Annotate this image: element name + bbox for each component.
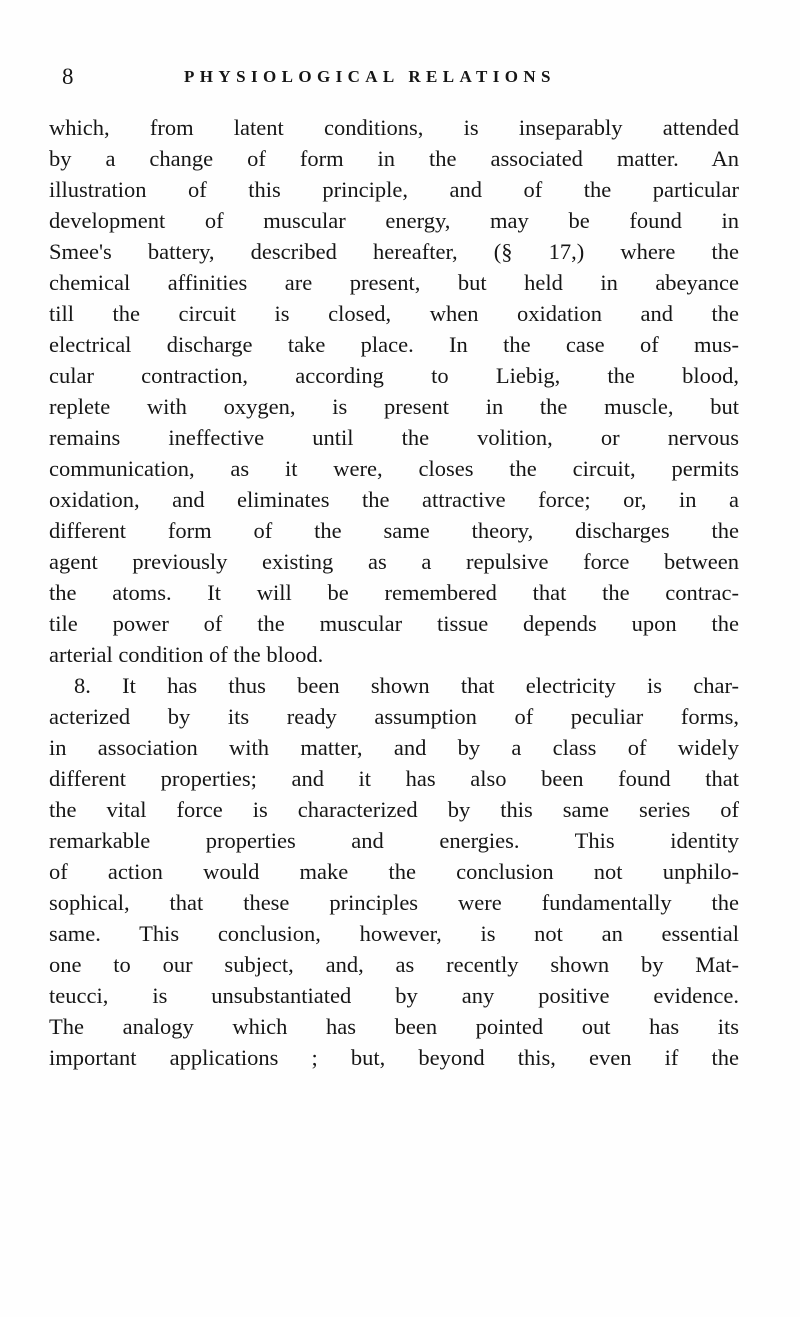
text-line: same. This conclusion, however, is not an essential xyxy=(49,921,739,946)
text-line: one to our subject, and, as recently shown by Mat- xyxy=(49,952,739,977)
text-line: chemical affinities are present, but held in abeyance xyxy=(49,270,739,295)
text-line: important applications ; but, beyond this, even if the xyxy=(49,1045,739,1070)
body-text xyxy=(49,112,739,1073)
text-line: remains ineffective until the volition, or nervous xyxy=(49,425,739,450)
text-line: tile power of the muscular tissue depends upon the xyxy=(49,611,739,636)
text-line: the atoms. It will be remembered that the contrac- xyxy=(49,580,739,605)
running-head-title: PHYSIOLOGICAL RELATIONS xyxy=(184,67,556,86)
running-head xyxy=(62,62,742,92)
text-line: agent previously existing as a repulsive force between xyxy=(49,549,739,574)
text-line: in association with matter, and by a class of widely xyxy=(49,735,739,760)
text-line: illustration of this principle, and of the particular xyxy=(49,177,739,202)
text-line: the vital force is characterized by this same series of xyxy=(49,797,739,822)
section-8-first-line: 8. It has thus been shown that electricity is char- xyxy=(74,673,739,698)
page-number: 8 xyxy=(62,64,74,89)
text-line: cular contraction, according to Liebig, the blood, xyxy=(49,363,739,388)
text-line: which, from latent conditions, is inseparably attended xyxy=(49,115,739,140)
paragraph-end-line: arterial condition of the blood. xyxy=(49,642,324,667)
text-line: remarkable properties and energies. This identity xyxy=(49,828,739,853)
text-line: till the circuit is closed, when oxidation and the xyxy=(49,301,739,326)
text-line: teucci, is unsubstantiated by any positive evidence. xyxy=(49,983,739,1008)
text-line: of action would make the conclusion not unphilo- xyxy=(49,859,739,884)
text-line: communication, as it were, closes the circuit, permits xyxy=(49,456,739,481)
text-line: The analogy which has been pointed out has its xyxy=(49,1014,739,1039)
text-line: electrical discharge take place. In the case of mus- xyxy=(49,332,739,357)
text-line: different properties; and it has also been found that xyxy=(49,766,739,791)
text-line: by a change of form in the associated matter. An xyxy=(49,146,739,171)
text-line: sophical, that these principles were fundamentally the xyxy=(49,890,739,915)
text-line: Smee's battery, described hereafter, (§ 17,) where the xyxy=(49,239,739,264)
text-line: development of muscular energy, may be found in xyxy=(49,208,739,233)
text-line: oxidation, and eliminates the attractive force; or, in a xyxy=(49,487,739,512)
text-line: acterized by its ready assumption of peculiar forms, xyxy=(49,704,739,729)
text-line: replete with oxygen, is present in the muscle, but xyxy=(49,394,739,419)
text-line: different form of the same theory, discharges the xyxy=(49,518,739,543)
